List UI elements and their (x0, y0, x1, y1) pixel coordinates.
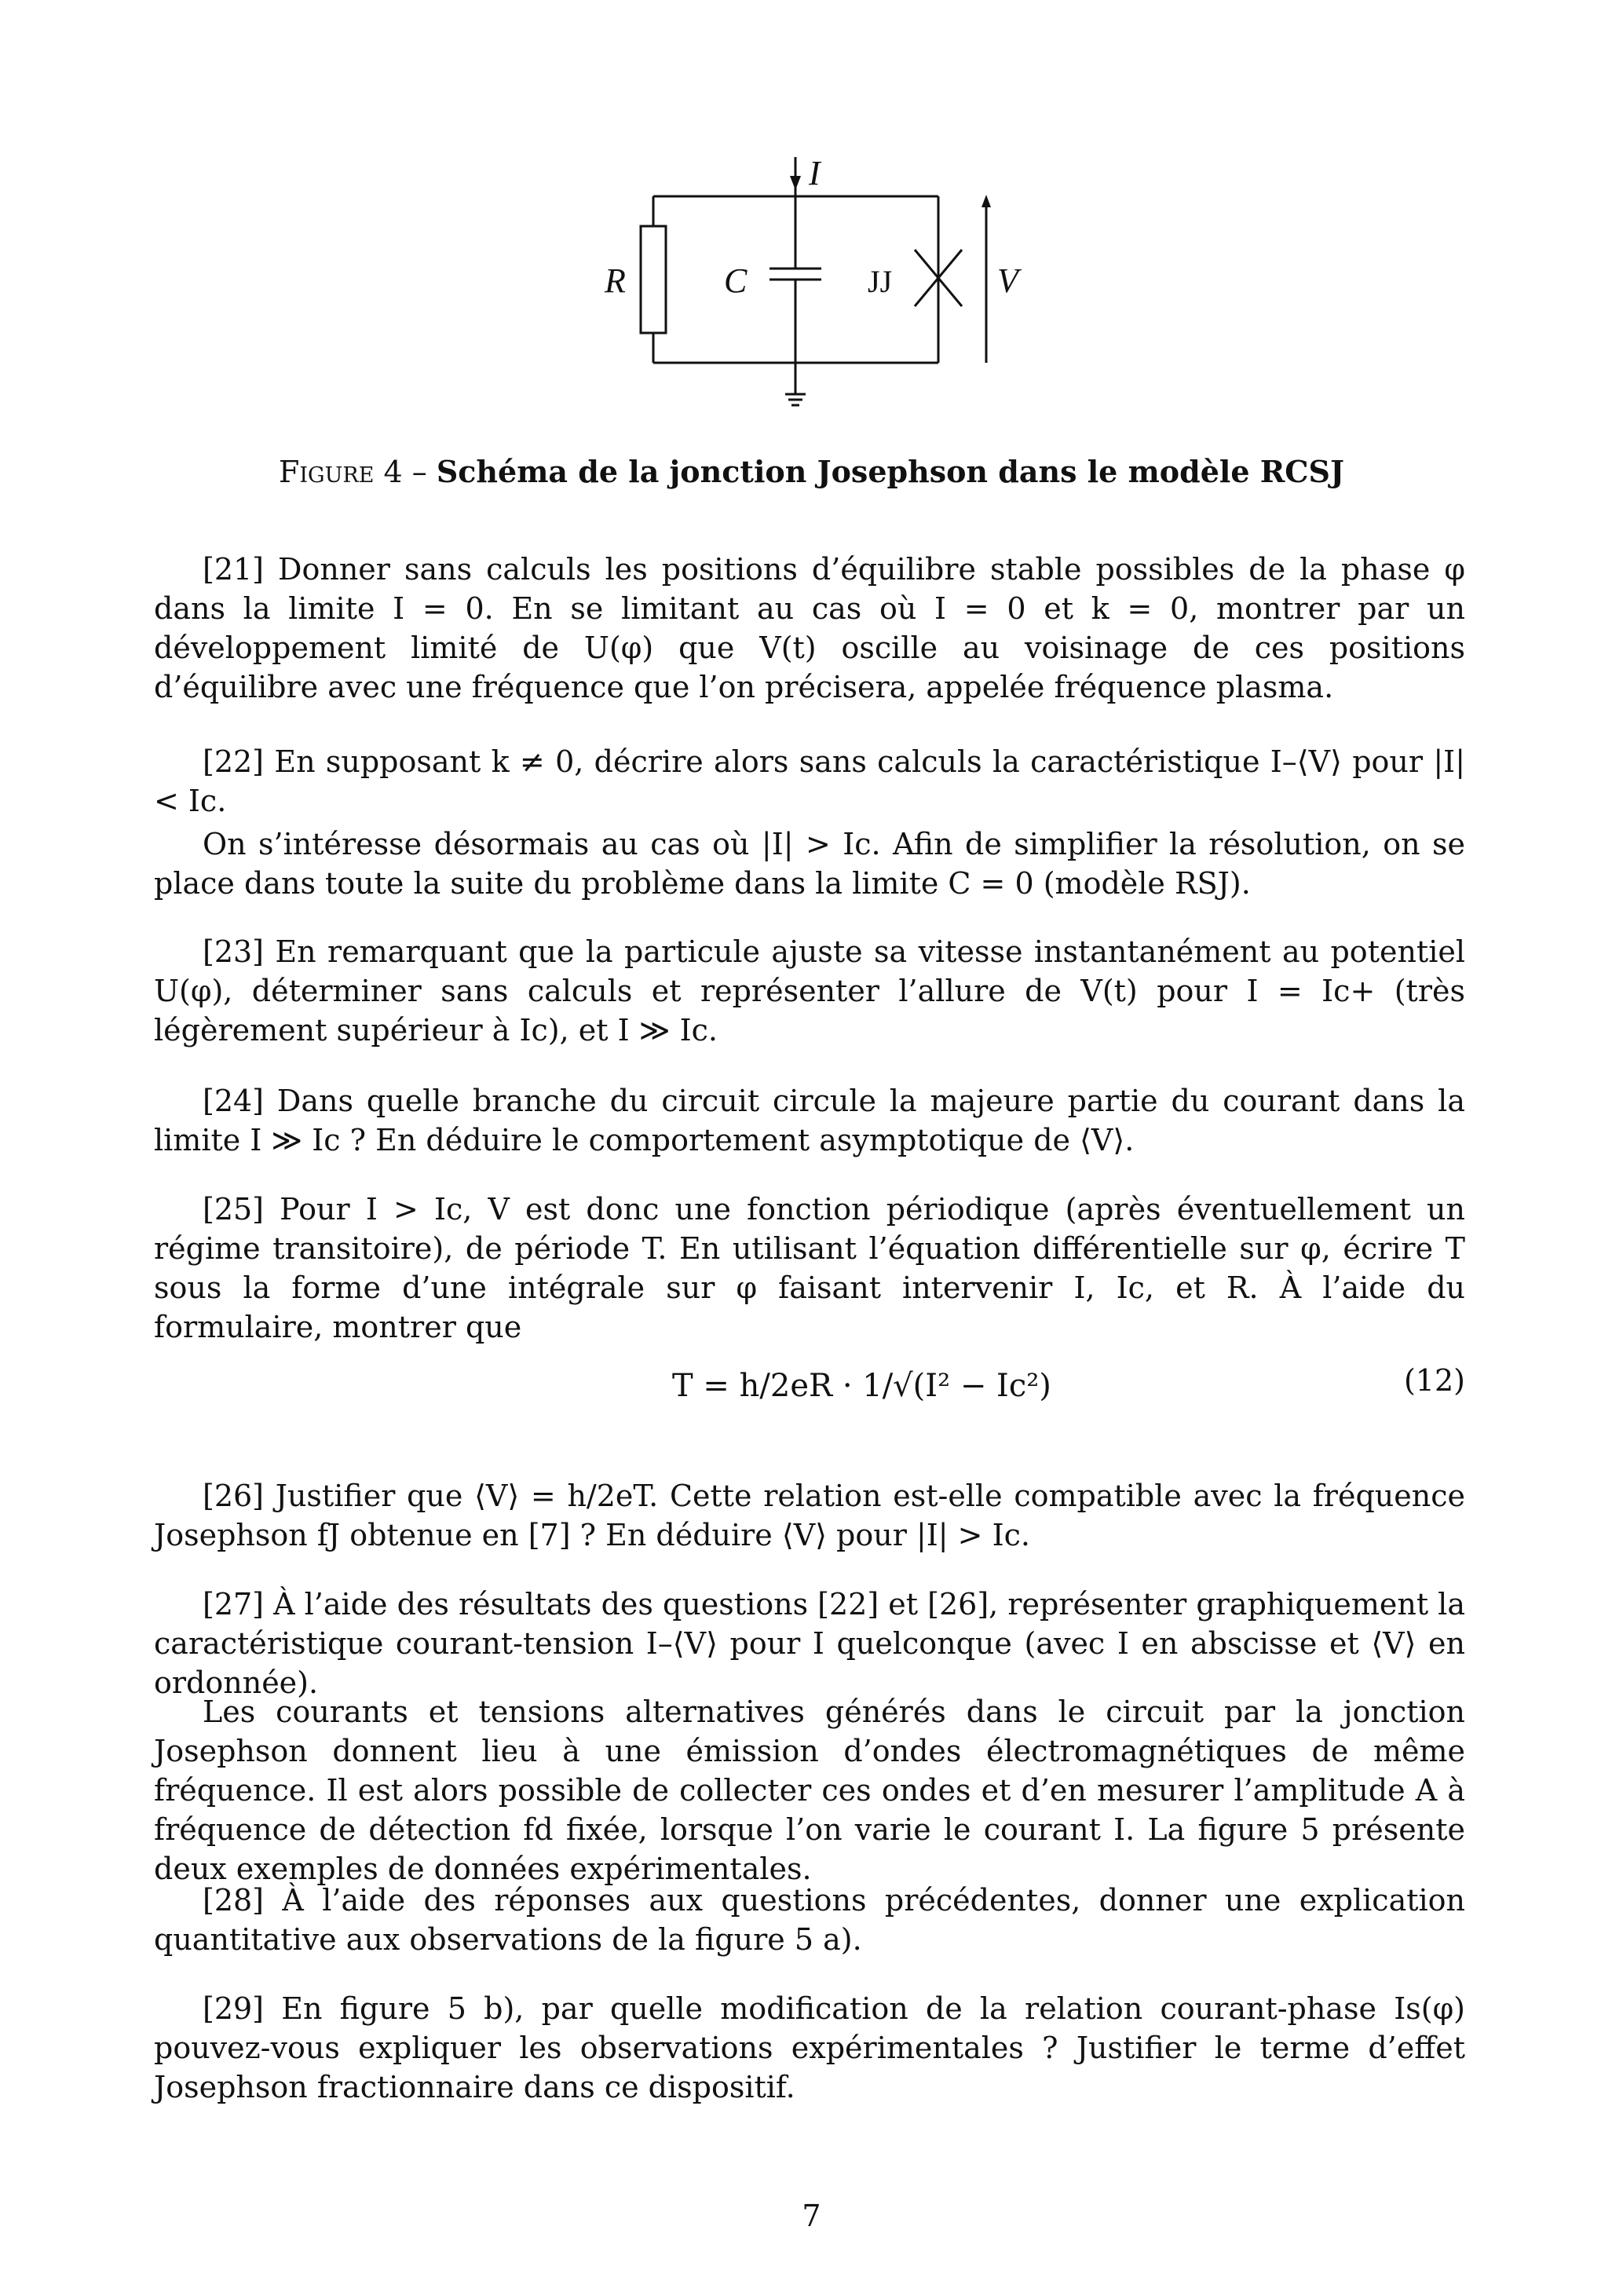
question-25: [25] Pour I > Ic, V est donc une fonction périodique (après éventuellement un régime transitoire), de période T. En utilisant l’équation différentielle sur φ, écrire T sous la forme d’une intégrale sur φ faisant intervenir I, Ic, et R. À l’aide du formulaire, montrer que (154, 1192, 1465, 1344)
equation-text: T = h/2eR · 1/√(I² − Ic²) (672, 1368, 1051, 1404)
equation-number: (12) (1403, 1363, 1465, 1398)
question-26: [26] Justifier que ⟨V⟩ = h/2eT. Cette relation est-elle compatible avec la fréquence Josephson fJ obtenue en [7] ? En déduire ⟨V⟩ pour |I| > Ic. (154, 1479, 1465, 1552)
current-arrow (790, 176, 801, 190)
page-number: 7 (802, 2199, 821, 2233)
caption-prefix: Figure 4 – (279, 455, 427, 489)
label-voltage: V (997, 261, 1018, 300)
label-junction: JJ (868, 264, 893, 299)
question-24: [24] Dans quelle branche du circuit circule la majeure partie du courant dans la limite I ≫ Ic ? En déduire le comportement asymptotique de ⟨V⟩. (154, 1084, 1465, 1157)
paragraph-emission: Les courants et tensions alternatives générés dans le circuit par la jonction Josephson donnent lieu à une émission d’ondes électromagnétiques de même fréquence. Il est alors possible de collecter ces ondes et d’en mesurer l’amplitude A à fréquence de détection fd fixée, lorsque l’on varie le courant I. La figure 5 présente deux exemples de données expérimentales. (154, 1695, 1465, 1886)
question-21: [21] Donner sans calculs les positions d’équilibre stable possibles de la phase φ dans la limite I = 0. En se limitant au cas où I = 0 et k = 0, montrer par un développement limité de U(φ) que V(t) oscille au voisinage de ces positions d’équilibre avec une fréquence que l’on précisera, appelée fréquence plasma. (154, 552, 1465, 704)
label-resistor: R (605, 261, 626, 300)
equation-body (672, 1327, 1051, 1445)
figure-caption (157, 454, 1466, 489)
caption-title: Schéma de la jonction Josephson dans le modèle RCSJ (436, 454, 1344, 489)
resistor-symbol (641, 226, 666, 333)
label-capacitor: C (724, 261, 748, 300)
paragraph-rsj-intro: On s’intéresse désormais au cas où |I| > Ic. Afin de simplifier la résolution, on se place dans toute la suite du problème dans la limite C = 0 (modèle RSJ). (154, 827, 1465, 901)
question-29: [29] En figure 5 b), par quelle modification de la relation courant-phase Is(φ) pouvez-vous expliquer les observations expérimentales ? Justifier le terme d’effet Josephson fractionnaire dans ce dispositif. (154, 1991, 1465, 2104)
question-28: [28] À l’aide des réponses aux questions précédentes, donner une explication quantitative aux observations de la figure 5 a). (154, 1883, 1465, 1957)
label-current: I (809, 154, 821, 192)
question-23: [23] En remarquant que la particule ajuste sa vitesse instantanément au potentiel U(φ), déterminer sans calculs et représenter l’allure de V(t) pour I = Ic+ (très légèrement supérieur à Ic), et I ≫ Ic. (154, 934, 1465, 1047)
equation-12 (154, 1327, 1465, 1445)
question-27: [27] À l’aide des résultats des questions [22] et [26], représenter graphiquement la caractéristique courant-tension I–⟨V⟩ pour I quelconque (avec I en abscisse et ⟨V⟩ en ordonnée). (154, 1587, 1465, 1700)
rcsj-circuit-diagram (550, 141, 1052, 424)
question-22: [22] En supposant k ≠ 0, décrire alors sans calculs la caractéristique I–⟨V⟩ pour |I| < Ic. (154, 744, 1465, 818)
